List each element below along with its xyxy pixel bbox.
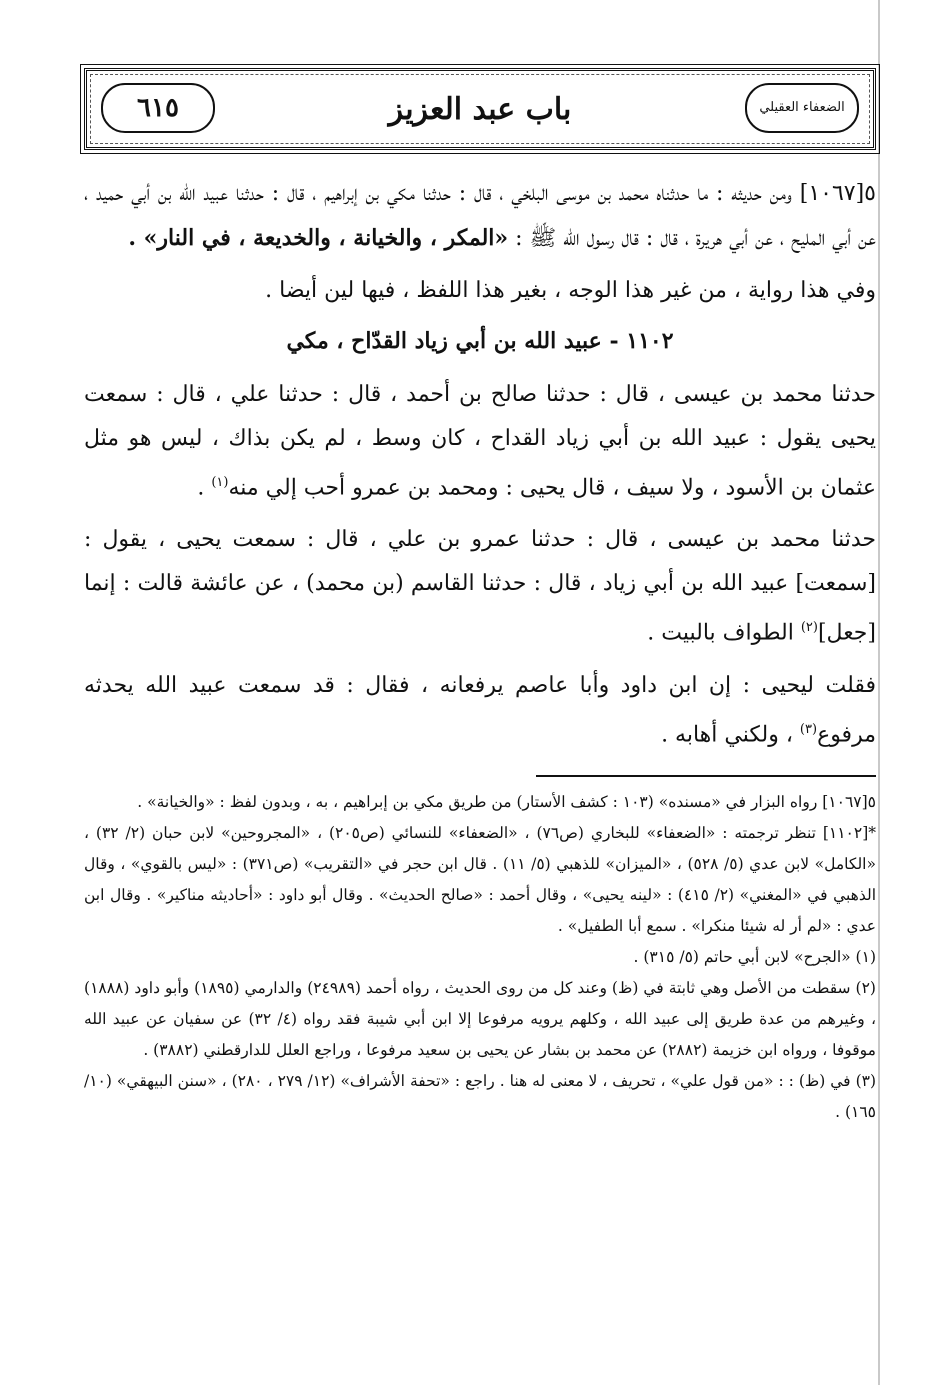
- page-header: [84, 68, 876, 150]
- narration-paragraph-2: [84, 518, 876, 655]
- page-number: ٦١٥: [137, 93, 179, 123]
- hadith-quote: «المكر ، والخيانة ، والخديعة ، في النار» .: [128, 225, 509, 251]
- book-mark: الضعفاء العقيلي: [759, 100, 845, 115]
- narration-paragraph-1: [84, 373, 876, 510]
- narration-end: الطواف بالبيت .: [647, 620, 801, 646]
- footnote-ref-1[interactable]: (١): [211, 475, 229, 490]
- footnote-ref-3[interactable]: (٣): [799, 721, 818, 737]
- footnote-1067: ٥[١٠٦٧] رواه البزار في «مسنده» (١٠٣ : كشف الأستار) من طريق مكي بن إبراهيم ، به ، وبدون لفظ : «والخيانة» .: [137, 792, 876, 811]
- page-number-cartouche: [101, 83, 215, 133]
- narration-text: حدثنا محمد بن عيسى ، قال : حدثنا صالح بن أحمد ، قال : حدثنا علي ، قال : سمعت يحيى يقول : عبيد الله بن أبي زياد القداح ، كان وسط ، لم يكن بذاك ، ليس هو مثل عثمان بن الأسود ، ولا سيف ، قال يحيى : ومحمد بن عمرو أحب إلي منه: [84, 382, 876, 501]
- footnote-2: (٢) سقطت من الأصل وهي ثابتة في (ظ) وعند كل من روى الحديث ، رواه أحمد (٢٤٩٨٩) والدارمي (١٨٩٥) وأبو داود (١٨٨٨) ، وغيرهم من عدة طريق إلى عبيد الله ، وكلهم يرويه مرفوعا إلا ابن أبي شيبة فقد رواه (٤/ ٣٢) عن سفيان عن عبيد الله موقوفا ، ورواه ابن خزيمة (٢٨٨٢) عن محمد بن بشار عن يحيى بن سعيد مرفوعا ، وراجع العلل للدارقطني (٣٨٨٢) .: [84, 978, 876, 1059]
- narration-end: ، ولكني أهابه .: [661, 721, 800, 747]
- hadith-1067: [84, 172, 876, 261]
- page: [84, 68, 876, 1128]
- hadith-marker: ٥[١٠٦٧]: [799, 181, 876, 206]
- narration-paragraph-3: [84, 664, 876, 757]
- section-title: ١١٠٢ - عبيد الله بن أبي زياد القدّاح ، مكي: [286, 328, 674, 354]
- footnote-divider: [536, 775, 876, 777]
- book-mark-cartouche: [745, 83, 859, 133]
- narration-text: فقلت ليحيى : إن ابن داود وأبا عاصم يرفعانه ، فقال : قد سمعت عبيد الله يحدثه مرفوع: [84, 672, 876, 747]
- footnote-ref-2[interactable]: (٢): [800, 620, 818, 636]
- footnote-1: (١) «الجرح» لابن أبي حاتم (٥/ ٣١٥) .: [633, 947, 876, 966]
- hadith-text: ومن حديثه : ما حدثناه محمد بن موسى البلخي ، قال : حدثنا مكي بن إبراهيم ، قال : حدثنا عبيد الله بن أبي حميد ، عن أبي المليح ، عن أبي هريرة ، قال : قال رسول الله ﷺ :: [84, 181, 876, 251]
- page-edge-line: [878, 0, 880, 1385]
- main-text: [84, 172, 876, 757]
- footnote-3: (٣) في (ظ) : : «من قول علي» ، تحريف ، لا معنى له هنا . راجع : «تحفة الأشراف» (١٢/ ٢٧٩ ، ٢٨٠) ، «سنن البيهقي» (١٠/ ١٦٥) .: [84, 1071, 877, 1121]
- footnote-1102: *[١١٠٢] تنظر ترجمته : «الضعفاء» للبخاري (ص٧٦) ، «الضعفاء» للنسائي (ص٢٠٥) ، «المجروحين» لابن حبان (٢/ ٣٢) ، «الكامل» لابن عدي (٥/ ٥٢٨) ، «الميزان» للذهبي (٥/ ١١) . قال ابن حجر في «التقريب» (ص٣٧١) : «ليس بالقوي» ، وقال الذهبي في «المغني» (٢/ ٤١٥) : «لينه يحيى» ، وقال أحمد : «صالح الحديث» . وقال أبو داود : «أحاديثه مناكير» . وقال ابن عدي : «لم أر له شيئا منكرا» . سمع أبا الطفيل» .: [84, 823, 877, 935]
- page-title: باب عبد العزيز: [375, 92, 586, 127]
- note-paragraph: وفي هذا رواية ، من غير هذا الوجه ، بغير هذا اللفظ ، فيها لين أيضا .: [265, 278, 876, 303]
- footnotes: [84, 787, 876, 1128]
- narration-text: حدثنا محمد بن عيسى ، قال : حدثنا عمرو بن علي ، قال : سمعت يحيى ، يقول : [سمعت] عبيد الله بن أبي زياد ، قال : حدثنا القاسم (بن محمد) ، عن عائشة قالت : إنما [جعل]: [84, 527, 876, 646]
- narration-end: .: [197, 475, 212, 501]
